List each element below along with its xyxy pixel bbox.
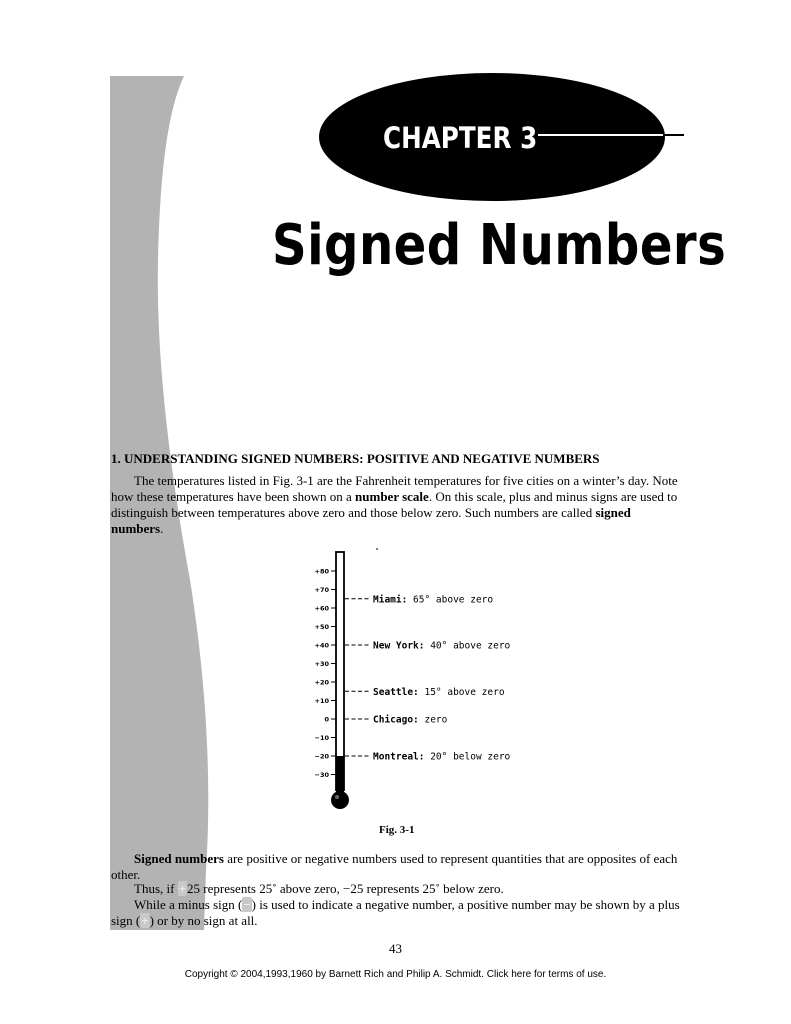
thermometer-bulb xyxy=(331,791,349,809)
scale-tick-label: 0 xyxy=(324,715,329,724)
section-heading: 1. UNDERSTANDING SIGNED NUMBERS: POSITIVE AND NEGATIVE NUMBERS xyxy=(111,451,600,466)
term-signed-numbers: signed numbers xyxy=(111,505,631,536)
plus-sign-highlight-2: + xyxy=(141,913,149,928)
scale-tick-label: +60 xyxy=(314,604,329,613)
chapter-title: Signed Numbers xyxy=(272,213,727,278)
intro-paragraph: The temperatures listed in Fig. 3-1 are the Fahrenheit temperatures for five cities on a winter’s day. Note how these temperatures have been shown on a number scale. On this scale, plus and minus signs are used to distinguish between temperatures above zero and those below zero. Such numbers are called signed numbers. xyxy=(111,473,678,536)
scale-tick-label: +50 xyxy=(314,623,329,631)
sign-convention-paragraph: While a minus sign (−) is used to indicate a negative number, a positive number may be shown by a plus sign (+) or by no sign at all. xyxy=(111,897,680,928)
city-reading-label: Montreal: 20° below zero xyxy=(373,751,511,763)
copyright-notice: Copyright © 2004,1993,1960 by Barnett Rich and Philip A. Schmidt. Click here for terms of use. xyxy=(184,969,607,980)
scale-tick-label: +80 xyxy=(314,567,329,576)
city-reading-label: New York: 40° above zero xyxy=(373,640,511,652)
page-number: 43 xyxy=(389,941,402,956)
city-reading-label: Miami: 65° above zero xyxy=(373,594,494,606)
term-signed-numbers-def: Signed numbers xyxy=(134,851,224,866)
definition-paragraph: Signed numbers are positive or negative numbers used to represent quantities that are opposites of each other. xyxy=(111,851,678,882)
term-number-scale: number scale xyxy=(355,489,429,504)
mercury-column xyxy=(336,756,344,795)
example-paragraph: Thus, if +25 represents 25˚ above zero, −25 represents 25˚ below zero. xyxy=(134,881,504,896)
city-reading-label: Chicago: zero xyxy=(373,714,448,726)
thermometer-tube xyxy=(331,549,378,809)
scale-tick-label: +20 xyxy=(314,678,329,687)
figure-caption: Fig. 3-1 xyxy=(379,824,415,836)
decorative-side-band xyxy=(0,0,210,940)
plus-sign-highlight: + xyxy=(178,881,187,896)
minus-sign-highlight: − xyxy=(243,897,251,912)
city-reading-label: Seattle: 15° above zero xyxy=(373,686,505,698)
scale-tick-label: −10 xyxy=(314,734,329,742)
scale-tick-label: +70 xyxy=(314,586,329,594)
scale-tick-label: −30 xyxy=(314,771,329,779)
thermometer-figure xyxy=(300,543,530,819)
scale-tick-label: +30 xyxy=(314,660,329,668)
scale-tick-label: −20 xyxy=(314,752,329,761)
chapter-label: CHAPTER 3 xyxy=(383,121,538,155)
terms-of-use-link[interactable]: Click here for terms of use. xyxy=(486,969,607,980)
scale-tick-label: +40 xyxy=(314,641,329,650)
scale-tick-label: +10 xyxy=(314,697,329,705)
